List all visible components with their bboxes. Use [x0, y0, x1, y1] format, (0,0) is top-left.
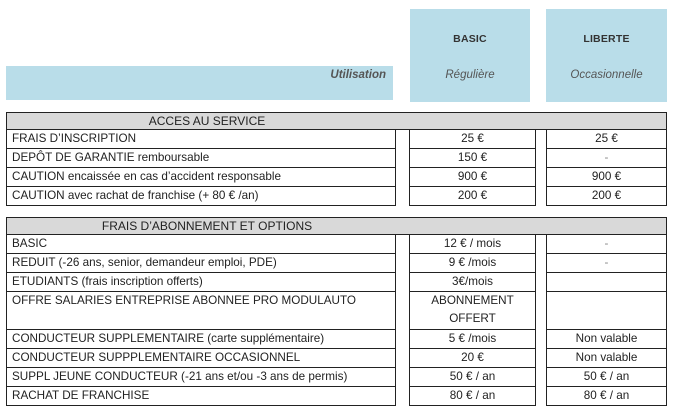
- basic-value: 9 € /mois: [409, 254, 536, 273]
- liberte-value: 80 € / an: [546, 387, 667, 406]
- table-row: [6, 149, 667, 168]
- row-label: RACHAT DE FRANCHISE: [6, 387, 396, 406]
- table-row: [6, 130, 667, 149]
- table-row: [6, 349, 667, 368]
- usage-label: Utilisation: [330, 69, 386, 81]
- liberte-value: 50 € / an: [546, 368, 667, 387]
- row-label: REDUIT (-26 ans, senior, demandeur emploi, PDE): [6, 254, 396, 273]
- plan-usage-liberte: Occasionnelle: [570, 69, 643, 81]
- row-label: CAUTION encaissée en cas d’accident responsable: [6, 168, 396, 187]
- table-row: [6, 254, 667, 273]
- section-title: FRAIS D’ABONNEMENT ET OPTIONS: [101, 219, 313, 233]
- liberte-value: -: [546, 149, 667, 168]
- liberte-value: [546, 292, 667, 330]
- row-label: CAUTION avec rachat de franchise (+ 80 € /an): [6, 187, 396, 206]
- basic-value: 20 €: [409, 349, 536, 368]
- plan-column-liberte: [546, 9, 667, 102]
- basic-value: 150 €: [409, 149, 536, 168]
- basic-value-line-1: ABONNEMENT: [431, 294, 514, 307]
- plan-column-basic: [410, 9, 530, 102]
- liberte-value: -: [546, 254, 667, 273]
- liberte-value: Non valable: [546, 349, 667, 368]
- basic-value: 900 €: [409, 168, 536, 187]
- table-row: [6, 273, 667, 292]
- basic-value-line-2: OFFERT: [449, 312, 496, 325]
- liberte-value: 900 €: [546, 168, 667, 187]
- liberte-value: 200 €: [546, 187, 667, 206]
- liberte-value: -: [546, 235, 667, 254]
- section-header-fees: [6, 217, 667, 235]
- row-label: ETUDIANTS (frais inscription offerts): [6, 273, 396, 292]
- row-label: CONDUCTEUR SUPPLEMENTAIRE (carte supplémentaire): [6, 330, 396, 349]
- table-row: [6, 235, 667, 254]
- row-label: SUPPL JEUNE CONDUCTEUR (-21 ans et/ou -3 ans de permis): [6, 368, 396, 387]
- liberte-value: 25 €: [546, 130, 667, 149]
- plan-usage-basic: Régulière: [445, 69, 495, 81]
- table-row: [6, 368, 667, 387]
- liberte-value: Non valable: [546, 330, 667, 349]
- table-row: [6, 330, 667, 349]
- basic-value: 80 € / an: [409, 387, 536, 406]
- row-label: CONDUCTEUR SUPPPLEMENTAIRE OCCASIONNEL: [6, 349, 396, 368]
- liberte-value: [546, 273, 667, 292]
- basic-value: 50 € / an: [409, 368, 536, 387]
- table-row: [6, 168, 667, 187]
- basic-value: [409, 292, 536, 330]
- plan-name-basic: BASIC: [453, 33, 487, 45]
- table-row: [6, 387, 667, 406]
- basic-value: 25 €: [409, 130, 536, 149]
- section-header-access: [6, 112, 667, 130]
- basic-value: 3€/mois: [409, 273, 536, 292]
- row-label: FRAIS D’INSCRIPTION: [6, 130, 396, 149]
- row-label: BASIC: [6, 235, 396, 254]
- basic-value: 12 € / mois: [409, 235, 536, 254]
- row-label: DEPÔT DE GARANTIE remboursable: [6, 149, 396, 168]
- table-row: [6, 292, 667, 330]
- table-row: [6, 187, 667, 206]
- section-title: ACCES AU SERVICE: [148, 114, 266, 128]
- row-label: OFFRE SALARIES ENTREPRISE ABONNEE PRO MODULAUTO: [6, 292, 396, 330]
- plan-name-liberte: LIBERTE: [583, 33, 630, 45]
- basic-value: 5 € /mois: [409, 330, 536, 349]
- basic-value: 200 €: [409, 187, 536, 206]
